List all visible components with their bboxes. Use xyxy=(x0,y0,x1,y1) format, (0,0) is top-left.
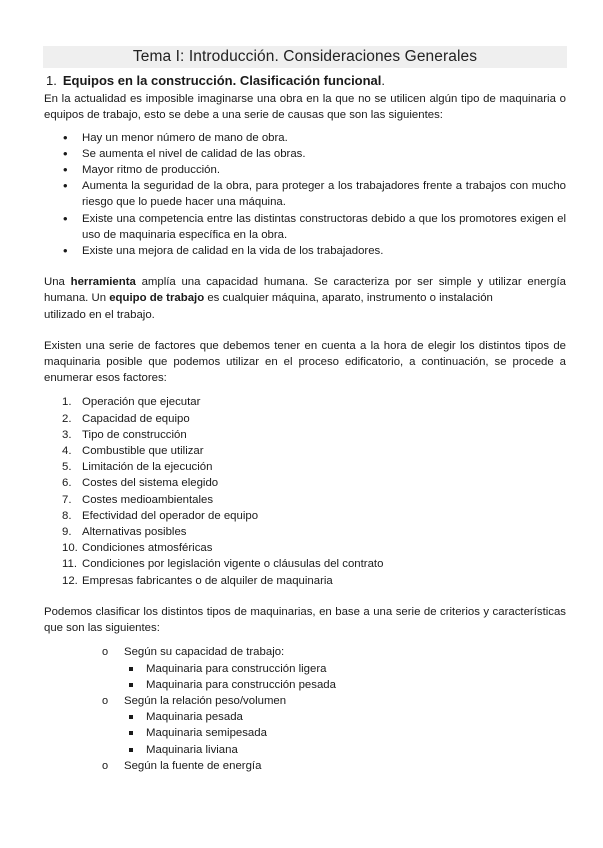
list-item: Maquinaria para construcción pesada xyxy=(124,677,566,693)
item-number: 6. xyxy=(62,477,72,490)
list-item xyxy=(62,475,566,491)
criterion-label: Según su capacidad de trabajo: xyxy=(124,646,285,659)
factors-list xyxy=(44,394,566,588)
definition-text: es cualquier máquina, aparato, instrumento o instalación xyxy=(204,292,493,305)
list-item: • Aumenta la seguridad de la obra, para proteger a los trabajadores frente a trabajos con mucho riesgo que lo puede hacer una máquina. xyxy=(82,178,566,210)
item-text: Operación que ejecutar xyxy=(82,396,201,409)
term-equipo-de-trabajo: equipo de trabajo xyxy=(109,292,205,305)
criteria-list xyxy=(44,644,566,774)
list-item xyxy=(62,573,566,589)
classify-intro-paragraph: Podemos clasificar los distintos tipos de maquinarias, en base a una serie de criterios y características que son las siguientes: xyxy=(44,605,566,635)
item-number: 7. xyxy=(62,493,72,506)
criterion-weight-volume xyxy=(44,693,566,758)
item-text: Efectividad del operador de equipo xyxy=(82,509,259,522)
list-item: • Mayor ritmo de producción. xyxy=(82,162,566,178)
list-item: Maquinaria semipesada xyxy=(124,725,566,741)
intro-paragraph: En la actualidad es imposible imaginarse una obra en la que no se utilicen algún tipo de maquinaria o equipos de trabajo, esto se debe a una serie de causas que son las siguientes: xyxy=(44,93,566,122)
definition-paragraph xyxy=(44,274,566,323)
section-heading xyxy=(46,73,566,89)
item-text: Condiciones atmosféricas xyxy=(82,542,213,555)
item-text: Alternativas posibles xyxy=(82,526,187,539)
list-item: Maquinaria liviana xyxy=(124,742,566,758)
item-text: Combustible que utilizar xyxy=(82,445,204,458)
list-item: • Existe una mejora de calidad en la vida de los trabajadores. xyxy=(82,243,566,259)
section-heading-end: . xyxy=(381,73,386,88)
item-number: 8. xyxy=(62,509,72,522)
item-number: 12. xyxy=(62,574,78,587)
document-body xyxy=(44,73,566,774)
list-item: • Hay un menor número de mano de obra. xyxy=(82,130,566,146)
list-item: • Existe una competencia entre las distintas constructoras debido a que los promotores exigen el uso de maquinaria específica en la obra. xyxy=(82,211,566,243)
list-item xyxy=(62,459,566,475)
definition-text: amplía una capacidad humana. Se caracteriza por ser simple y utilizar energía humana. Un xyxy=(44,276,567,305)
list-item xyxy=(62,524,566,540)
item-number: 3. xyxy=(62,428,72,441)
section-heading-text: Equipos en la construcción. Clasificación funcional xyxy=(62,73,382,88)
page-title: Tema I: Introducción. Consideraciones Generales xyxy=(43,46,567,68)
list-item xyxy=(62,492,566,508)
list-item: Maquinaria para construcción ligera xyxy=(124,661,566,677)
list-item xyxy=(62,427,566,443)
item-number: 5. xyxy=(62,461,72,474)
causes-list xyxy=(44,130,566,260)
item-text: Condiciones por legislación vigente o cláusulas del contrato xyxy=(82,558,384,571)
item-text: Tipo de construcción xyxy=(82,428,187,441)
term-herramienta: herramienta xyxy=(70,276,136,289)
criterion-capacity xyxy=(44,644,566,693)
list-item: Maquinaria pesada xyxy=(124,709,566,725)
list-item xyxy=(62,508,566,524)
criterion-energy-source xyxy=(44,758,566,774)
list-item xyxy=(62,394,566,410)
item-text: Costes del sistema elegido xyxy=(82,477,219,490)
item-number: 2. xyxy=(62,412,72,425)
item-number: 11. xyxy=(62,558,77,571)
definition-text: Una xyxy=(44,276,71,289)
list-item xyxy=(62,411,566,427)
definition-text: utilizado en el trabajo. xyxy=(44,308,155,321)
factors-intro-paragraph: Existen una serie de factores que debemos tener en cuenta a la hora de elegir los distintos tipos de maquinaria posible que podemos utilizar en el proceso edificatorio, a continuación, se procede a enumerar esos factores: xyxy=(44,339,566,385)
criterion-sublist xyxy=(124,661,566,693)
section-number: 1. xyxy=(46,73,57,88)
criterion-sublist xyxy=(124,709,566,758)
list-item xyxy=(62,556,566,572)
item-text: Limitación de la ejecución xyxy=(82,461,213,474)
list-item: • Se aumenta el nivel de calidad de las obras. xyxy=(82,146,566,162)
item-number: 1. xyxy=(62,396,72,409)
criterion-label: Según la fuente de energía xyxy=(124,759,262,772)
item-number: 4. xyxy=(62,445,72,458)
item-text: Capacidad de equipo xyxy=(82,412,190,425)
criterion-label: Según la relación peso/volumen xyxy=(124,694,287,707)
item-text: Costes medioambientales xyxy=(82,493,214,506)
list-item xyxy=(62,443,566,459)
list-item xyxy=(62,540,566,556)
item-number: 10. xyxy=(62,542,78,555)
item-text: Empresas fabricantes o de alquiler de maquinaria xyxy=(82,574,333,587)
item-number: 9. xyxy=(62,526,72,539)
